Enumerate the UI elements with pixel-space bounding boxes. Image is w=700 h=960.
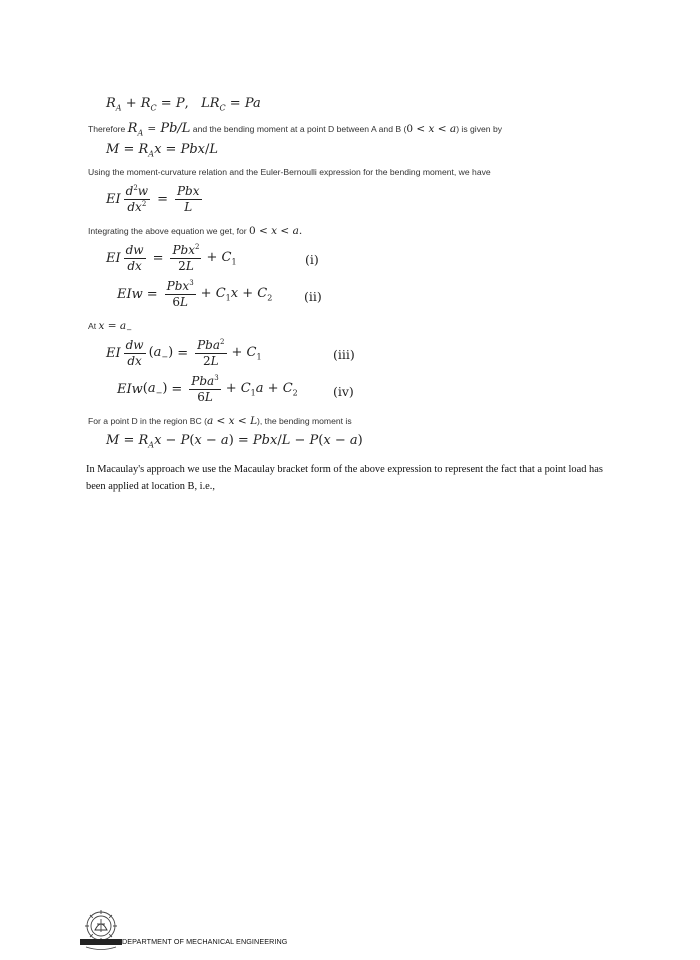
- text-point-bc: For a point D in the region BC (a < x < L), the bending moment is: [88, 415, 352, 427]
- text-moment-curvature: Using the moment-curvature relation and the Euler-Bernoulli expression for the bending moment, we have: [88, 167, 491, 177]
- math-at-x: $x = a_-$: [98, 320, 133, 335]
- text-at: At $x = a_-$: [88, 320, 133, 335]
- paragraph-macaulay: In Macaulay's approach we use the Macaulay bracket form of the above expression to represent the fact that a point load has been applied at location B, i.e.,: [86, 464, 603, 492]
- university-seal-icon: [78, 906, 124, 950]
- equation-iv: EIw $(a_-)$ = $\frac{Pba^3}{6L}$ + $C_1a + C_2$: [117, 374, 298, 404]
- text-integrating: Integrating the above equation we get, for 0 < x < a.: [88, 225, 303, 237]
- equation-iii: EI $\frac{dw}{dx}$ $(a_-)$ = $\frac{Pba^2}{2L}$ + $C_1$: [106, 338, 262, 368]
- equation-tag-i: (i): [305, 252, 319, 267]
- text-therefore: Therefore $R_A = Pb/L$ and the bending moment at a point D between A and B (0 < x < a) is given by: [88, 121, 503, 138]
- math-ra-result: $R_A = Pb/L$: [127, 121, 191, 138]
- equation-moment-ab: $M = R_Ax = Pbx/L$: [106, 142, 219, 159]
- equation-reactions: $R_A + R_C = P$, $LR_C = Pa$: [106, 96, 261, 113]
- equation-i: EI $\frac{dw}{dx}$ = $\frac{Pbx^2}{2L}$ + $C_1$: [106, 243, 237, 273]
- equation-tag-iii: (iii): [333, 347, 355, 362]
- math-range-bc: a < x < L: [206, 415, 258, 427]
- equation-ode: EI $\frac{d^2w}{dx^2}$ = $\frac{\text{Pbx}}{L}$: [106, 184, 200, 214]
- equation-ii: EIw = $\frac{Pbx^3}{6L}$ + $C_1x + C_2$: [117, 279, 273, 309]
- footer-department: DEPARTMENT OF MECHANICAL ENGINEERING: [122, 937, 288, 946]
- math-range-ab: 0 < x < a: [406, 123, 457, 135]
- equation-tag-ii: (ii): [304, 289, 322, 304]
- equation-tag-iv: (iv): [333, 384, 354, 399]
- equation-moment-bc: $M = R_Ax - P(x - a) = Pbx/L - P(x - a)$: [106, 433, 363, 450]
- math-range-integrate: 0 < x < a.: [249, 225, 303, 237]
